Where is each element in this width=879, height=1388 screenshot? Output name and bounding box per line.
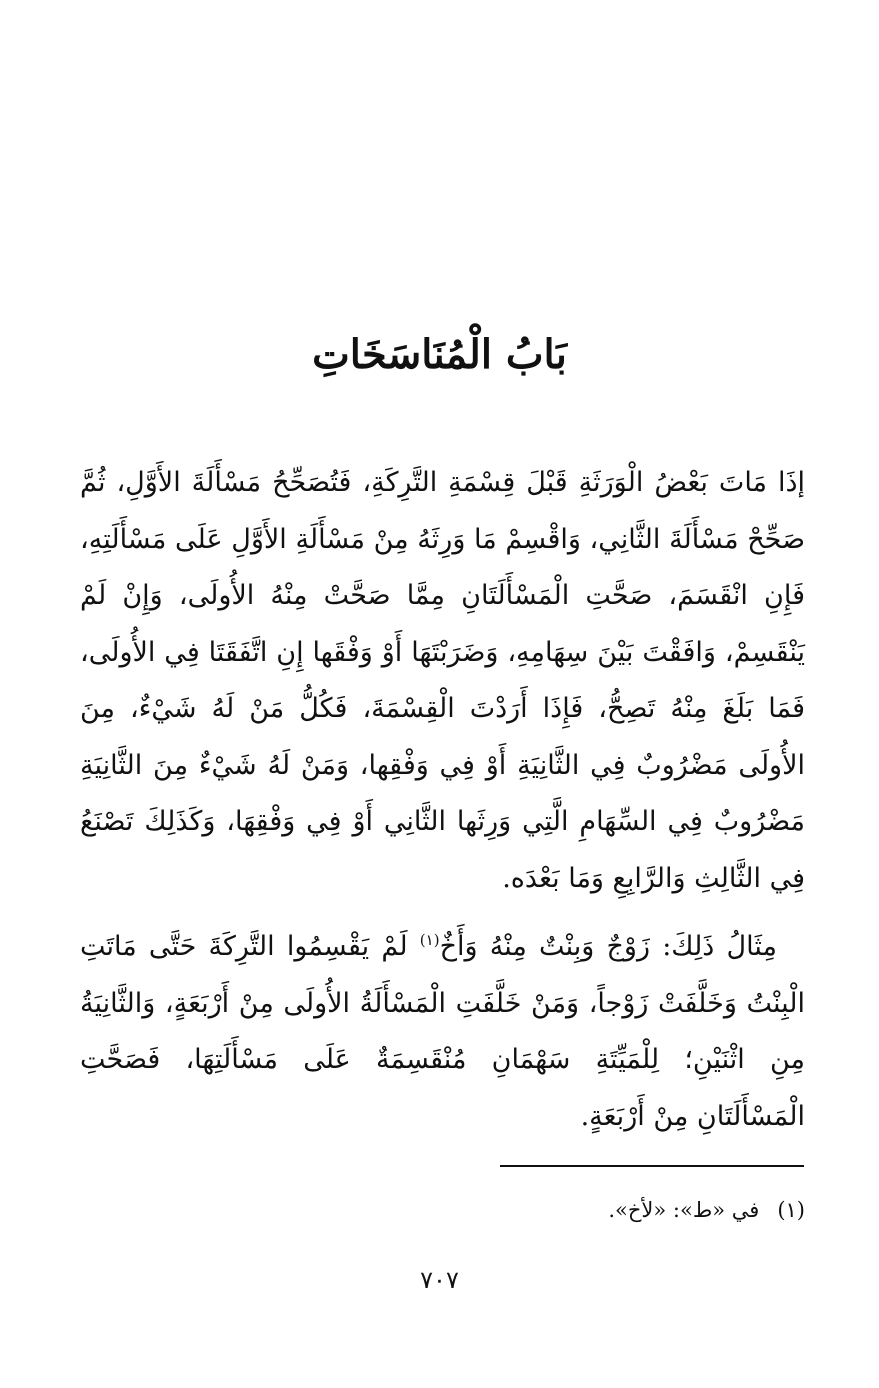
- footnote-reference: (١): [419, 931, 440, 949]
- paragraph-2-start: مِثَالُ ذَلِكَ: زَوْجٌ وَبِنْتٌ مِنْهُ وَأَخٌ: [439, 931, 777, 962]
- paragraph-2-end: لَمْ يَقْسِمُوا التَّرِكَةَ حَتَّى مَاتَتِ الْبِنْتُ وَخَلَّفَتْ زَوْجاً، وَمَنْ خَلَّفَتِ الْمَسْأَلَةُ الأُولَى مِنْ أَرْبَعَةٍ، وَالثَّانِيَةُ مِنِ اثْنَيْنِ؛ لِلْمَيِّتَةِ سَهْمَانِ مُنْقَسِمَةٌ عَلَى مَسْأَلَتِهَا، فَصَحَّتِ الْمَسْأَلَتَانِ مِنْ أَرْبَعَةٍ.: [80, 931, 805, 1132]
- footnote: [80, 1193, 805, 1227]
- paragraph-2: [80, 919, 805, 1145]
- footnote-number: (١): [777, 1198, 805, 1222]
- page-number: ٧٠٧: [420, 1266, 459, 1294]
- paragraph-1: إذَا مَاتَ بَعْضُ الْوَرَثَةِ قَبْلَ قِسْمَةِ التَّرِكَةِ، فَتُصَحِّحُ مَسْأَلَةَ الأَوَّلِ، ثُمَّ صَحِّحْ مَسْأَلَةَ الثَّانِي، وَاقْسِمْ مَا وَرِثَهُ مِنْ مَسْأَلَةِ الأَوَّلِ عَلَى مَسْأَلَتِهِ، فَإِنِ انْقَسَمَ، صَحَّتِ الْمَسْأَلَتَانِ مِمَّا صَحَّتْ مِنْهُ الأُولَى، وَإِنْ لَمْ يَنْقَسِمْ، وَافَقْتَ بَيْنَ سِهَامِهِ، وَضَرَبْتَهَا أَوْ وَفْقَها إِنِ اتَّفَقَتَا فِي الأُولَى، فَمَا بَلَغَ مِنْهُ تَصِحُّ، فَإِذَا أَرَدْتَ الْقِسْمَةَ، فَكُلُّ مَنْ لَهُ شَيْءٌ، مِنَ الأُولَى مَضْرُوبٌ فِي الثَّانِيَةِ أَوْ فِي وَفْقِها، وَمَنْ لَهُ شَيْءٌ مِنَ الثَّانِيَةِ مَضْرُوبٌ فِي السِّهَامِ الَّتِي وَرِثَها الثَّانِي أَوْ فِي وَفْقِهَا، وَكَذَلِكَ تَصْنَعُ فِي الثَّالِثِ وَالرَّابِعِ وَمَا بَعْدَه.: [80, 467, 805, 894]
- main-text: [80, 455, 805, 1145]
- chapter-title: بَابُ الْمُنَاسَخَاتِ: [312, 331, 567, 378]
- footnote-separator: [500, 1165, 804, 1167]
- footnote-text: في «ط»: «لأخ».: [608, 1198, 760, 1222]
